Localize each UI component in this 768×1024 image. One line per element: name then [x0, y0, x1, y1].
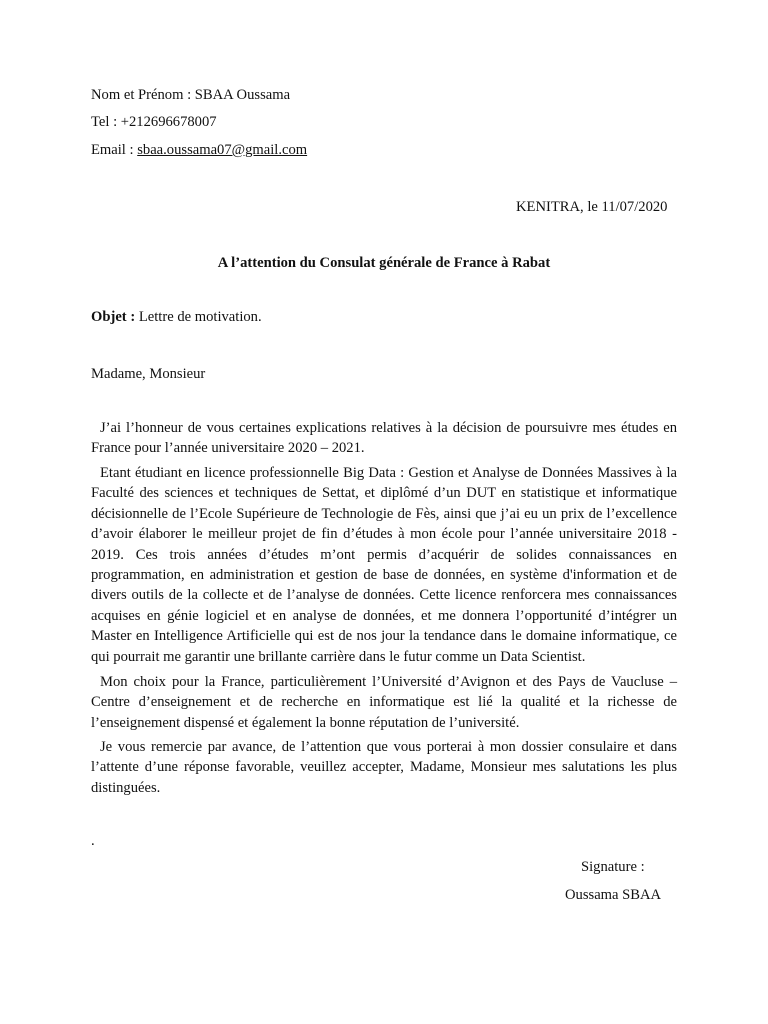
paragraph-intro: J’ai l’honneur de vous certaines explications relatives à la décision de poursuivre mes études en France pour l’année universitaire 2020 – 2021.	[91, 420, 677, 457]
name-line	[91, 86, 290, 104]
paragraph-closing: Je vous remercie par avance, de l’attention que vous porterai à mon dossier consulaire et dans l’attente d’une réponse favorable, veuillez accepter, Madame, Monsieur mes salutations les plus distinguées.	[91, 739, 677, 796]
recipient-heading: A l’attention du Consulat générale de France à Rabat	[217, 255, 551, 271]
subject-line	[91, 308, 262, 326]
tel-label: Tel :	[91, 114, 121, 130]
paragraph-choice: Mon choix pour la France, particulièrement l’Université d’Avignon et des Pays de Vaucluse – Centre d’enseignement et de recherche en informatique est lié la qualité et la richesse de l’enseignement dispensé et également la bonne réputation de l’université.	[91, 674, 677, 731]
salutation: Madame, Monsieur	[91, 366, 206, 382]
signature-name: Oussama SBAA	[565, 887, 662, 903]
email-label: Email :	[91, 142, 138, 158]
dot-mark: .	[91, 833, 95, 849]
name-value: SBAA Oussama	[194, 87, 291, 103]
tel-value: +212696678007	[120, 114, 217, 130]
subject-value: Lettre de motivation.	[138, 309, 262, 325]
paragraph-background: Etant étudiant en licence professionnelle Big Data : Gestion et Analyse de Données Massives à la Faculté des sciences et techniques de Settat, et diplômé d’un DUT en statistique et informatique décisionnelle de l’Ecole Supérieure de Technologie de Fès, ainsi que j’ai eu un prix de l’excellence d’avoir élaborer le meilleur projet de fin d’études à mon école pour l’année universitaire 2018 - 2019. Ces trois années d’études m’ont permis d’acquérir de solides connaissances en programmation, en administration et gestion de base de données, en système d'information et de divers outils de la collecte et de l’analyse de données. Cette licence renforcera mes connaissances acquises en génie logiciel et en analyse de données, et me donnera l’opportunité d’intégrer un Master en Intelligence Artificielle qui est de nos jour la tendance dans le domaine informatique, ce qui pourrait me garantir une brillante carrière dans le futur comme un Data Scientist.	[91, 465, 677, 665]
tel-line	[91, 113, 217, 131]
name-label: Nom et Prénom :	[91, 87, 195, 103]
subject-label: Objet :	[91, 309, 139, 325]
place-date: KENITRA, le 11/07/2020	[516, 199, 668, 215]
signature-label: Signature :	[581, 859, 645, 875]
email-link[interactable]: sbaa.oussama07@gmail.com	[137, 142, 308, 158]
email-line	[91, 141, 307, 159]
